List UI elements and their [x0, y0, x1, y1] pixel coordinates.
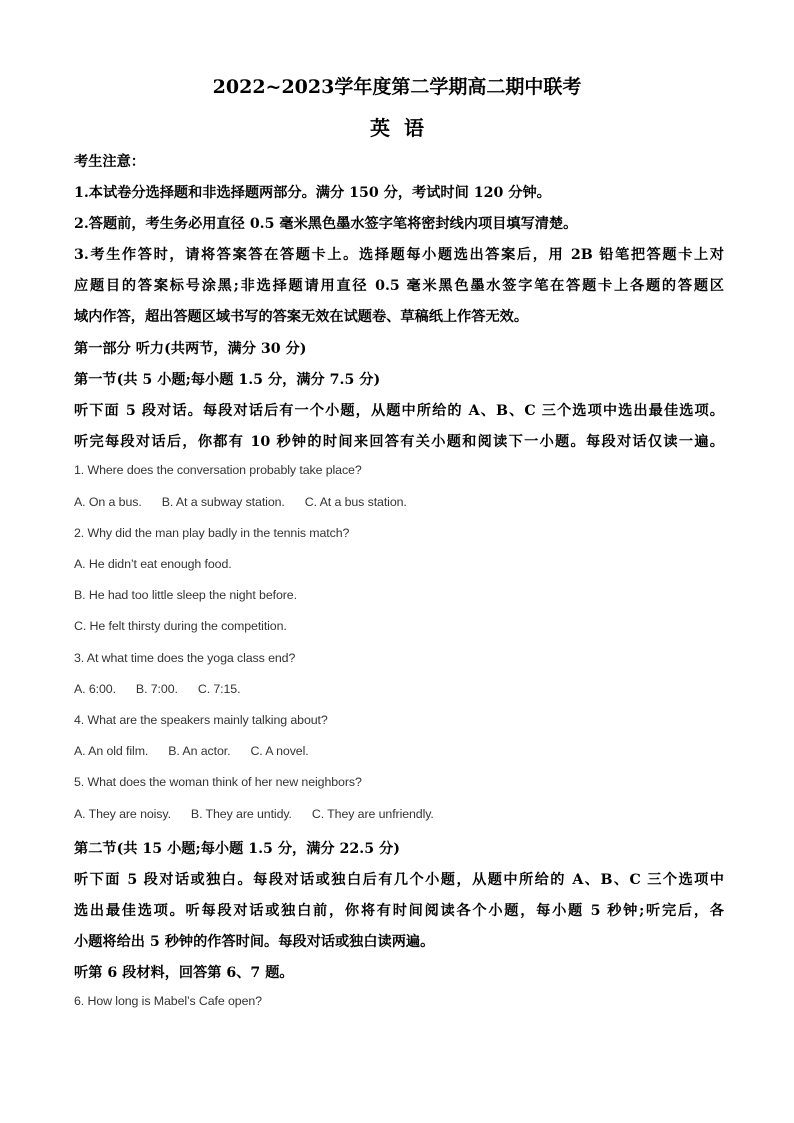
question-3-stem: 3. At what time does the yoga class end? — [74, 651, 296, 665]
question-2-stem: 2. Why did the man play badly in the tennis match? — [74, 526, 350, 540]
section2-heading: 第二节(共 15 小题;每小题 1.5 分，满分 22.5 分) — [74, 841, 400, 857]
subject-title: 英语 — [370, 116, 438, 140]
question-5-stem: 5. What does the woman think of her new neighbors? — [74, 775, 362, 789]
notice-heading: 考生注意： — [74, 154, 145, 170]
question-4-option-c: C. A novel. — [250, 744, 309, 758]
section2-instruction-line-3: 小题将给出 5 秒钟的作答时间。每段对话或独白读两遍。 — [74, 934, 435, 950]
question-6-stem: 6. How long is Mabel’s Cafe open? — [74, 994, 262, 1008]
section2-instruction-line-2: 选出最佳选项。听每段对话或独白前，你将有时间阅读各个小题，每小题 5 秒钟;听完后，各 — [74, 903, 724, 919]
question-2-option-c: C. He felt thirsty during the competition. — [74, 619, 287, 633]
notice-item-3-line-1: 3.考生作答时，请将答案答在答题卡上。选择题每小题选出答案后，用 2B 铅笔把答题卡上对 — [74, 247, 724, 263]
section1-instruction-line-2: 听完每段对话后，你都有 10 秒钟的时间来回答有关小题和阅读下一小题。每段对话仅读一遍。 — [74, 434, 724, 450]
question-3-option-b: B. 7:00. — [135, 682, 178, 696]
question-4-option-a: A. An old film. — [74, 744, 149, 758]
section1-heading: 第一节(共 5 小题;每小题 1.5 分，满分 7.5 分) — [74, 372, 381, 388]
exam-title: 2022~2023学年度第二学期高二期中联考 — [212, 76, 582, 98]
question-3-options — [74, 682, 724, 696]
question-4-stem: 4. What are the speakers mainly talking about? — [74, 713, 328, 727]
question-4-option-b: B. An actor. — [168, 744, 231, 758]
section1-instruction-line-1: 听下面 5 段对话。每段对话后有一个小题，从题中所给的 A、B、C 三个选项中选出最佳选项。 — [74, 403, 724, 419]
question-3-option-a: A. 6:00. — [74, 682, 116, 696]
question-5-option-c: C. They are unfriendly. — [311, 807, 434, 821]
question-2-option-a: A. He didn’t eat enough food. — [74, 557, 232, 571]
question-1-option-c: C. At a bus station. — [304, 495, 407, 509]
notice-item-3-line-2: 应题目的答案标号涂黑;非选择题请用直径 0.5 毫米黑色墨水签字笔在答题卡上各题的答题区 — [74, 278, 724, 294]
question-1-options — [74, 495, 724, 509]
material-6-heading: 听第 6 段材料，回答第 6、7 题。 — [74, 965, 294, 981]
question-2-option-b: B. He had too little sleep the night before. — [74, 588, 297, 602]
section2-instruction-line-1: 听下面 5 段对话或独白。每段对话或独白后有几个小题，从题中所给的 A、B、C 三个选项中 — [74, 872, 724, 888]
question-1-option-b: B. At a subway station. — [161, 495, 285, 509]
question-1-option-a: A. On a bus. — [74, 495, 142, 509]
question-4-options — [74, 744, 724, 758]
notice-item-3-line-3: 域内作答，超出答题区域书写的答案无效在试题卷、草稿纸上作答无效。 — [74, 309, 529, 325]
notice-item-2: 2.答题前，考生务必用直径 0.5 毫米黑色墨水签字笔将密封线内项目填写清楚。 — [74, 216, 578, 232]
question-5-options — [74, 807, 724, 821]
notice-item-1: 1.本试卷分选择题和非选择题两部分。满分 150 分，考试时间 120 分钟。 — [74, 185, 551, 201]
question-5-option-b: B. They are untidy. — [190, 807, 292, 821]
question-5-option-a: A. They are noisy. — [74, 807, 171, 821]
part1-heading: 第一部分 听力(共两节，满分 30 分) — [74, 341, 307, 357]
question-1-stem: 1. Where does the conversation probably take place? — [74, 463, 362, 477]
question-3-option-c: C. 7:15. — [197, 682, 241, 696]
